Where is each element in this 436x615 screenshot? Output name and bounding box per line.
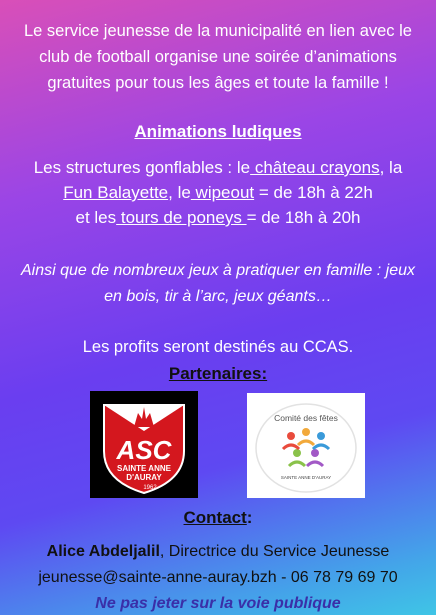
contact-name: Alice Abdeljalil (46, 543, 160, 560)
comite-des-fetes-logo (247, 393, 365, 498)
tours-de-poneys-link[interactable]: tours de poneys (116, 208, 247, 227)
contact-colon: : (246, 508, 253, 527)
intro-line: club de football organise une soirée d’animations (39, 48, 397, 66)
contact-email-phone[interactable]: jeunesse@sainte-anne-auray.bzh - 06 78 79 69 70 (38, 569, 398, 586)
animations-heading (0, 122, 436, 142)
animations-line-1 (0, 158, 436, 178)
notice-text: Ne pas jeter sur la voie publique (95, 595, 341, 612)
svg-text:Comité des fêtes: Comité des fêtes (274, 413, 338, 423)
svg-text:1962: 1962 (143, 485, 157, 491)
contact-person (0, 543, 436, 561)
intro-line: Le service jeunesse de la municipalité en lien avec le (24, 22, 412, 40)
line3-prefix: et les (75, 208, 117, 227)
svg-text:D'AURAY: D'AURAY (126, 473, 162, 482)
partners-heading (0, 364, 436, 384)
line2-suffix: = de 18h à 22h (254, 183, 373, 202)
contact-heading (0, 508, 436, 528)
extras-text (0, 258, 436, 310)
svg-text:ASC: ASC (116, 435, 172, 465)
intro-text (0, 18, 436, 96)
animations-heading-text: Animations ludiques (134, 122, 302, 141)
intro-line: gratuites pour tous les âges et toute la famille ! (47, 74, 389, 92)
partners-heading-text: Partenaires: (168, 364, 268, 383)
fun-balayette-link[interactable]: Fun Balayette (63, 183, 169, 202)
line2-mid: , le (168, 183, 191, 202)
asc-shield-icon (90, 391, 198, 498)
line3-suffix: = de 18h à 20h (246, 208, 361, 227)
line1-prefix: Les structures gonflables : le (33, 158, 251, 177)
svg-text:SAINTE ANNE: SAINTE ANNE (117, 464, 171, 473)
contact-role: , Directrice du Service Jeunesse (159, 543, 390, 560)
asc-logo (90, 391, 198, 498)
animations-line-3 (0, 208, 436, 228)
profits-text: Les profits seront destinés au CCAS. (82, 338, 354, 356)
line1-suffix: , la (379, 158, 403, 177)
wipeout-link[interactable]: wipeout (190, 183, 255, 202)
svg-text:SAINTE ANNE D'AURAY: SAINTE ANNE D'AURAY (280, 475, 332, 480)
extras-line: Ainsi que de nombreux jeux à pratiquer en famille : jeux (21, 262, 415, 279)
animations-line-2 (0, 183, 436, 203)
comite-people-icon (247, 393, 365, 498)
contact-heading-text: Contact (183, 508, 247, 527)
extras-line: en bois, tir à l’arc, jeux géants… (104, 288, 332, 305)
chateau-crayons-link[interactable]: château crayons (250, 158, 380, 177)
